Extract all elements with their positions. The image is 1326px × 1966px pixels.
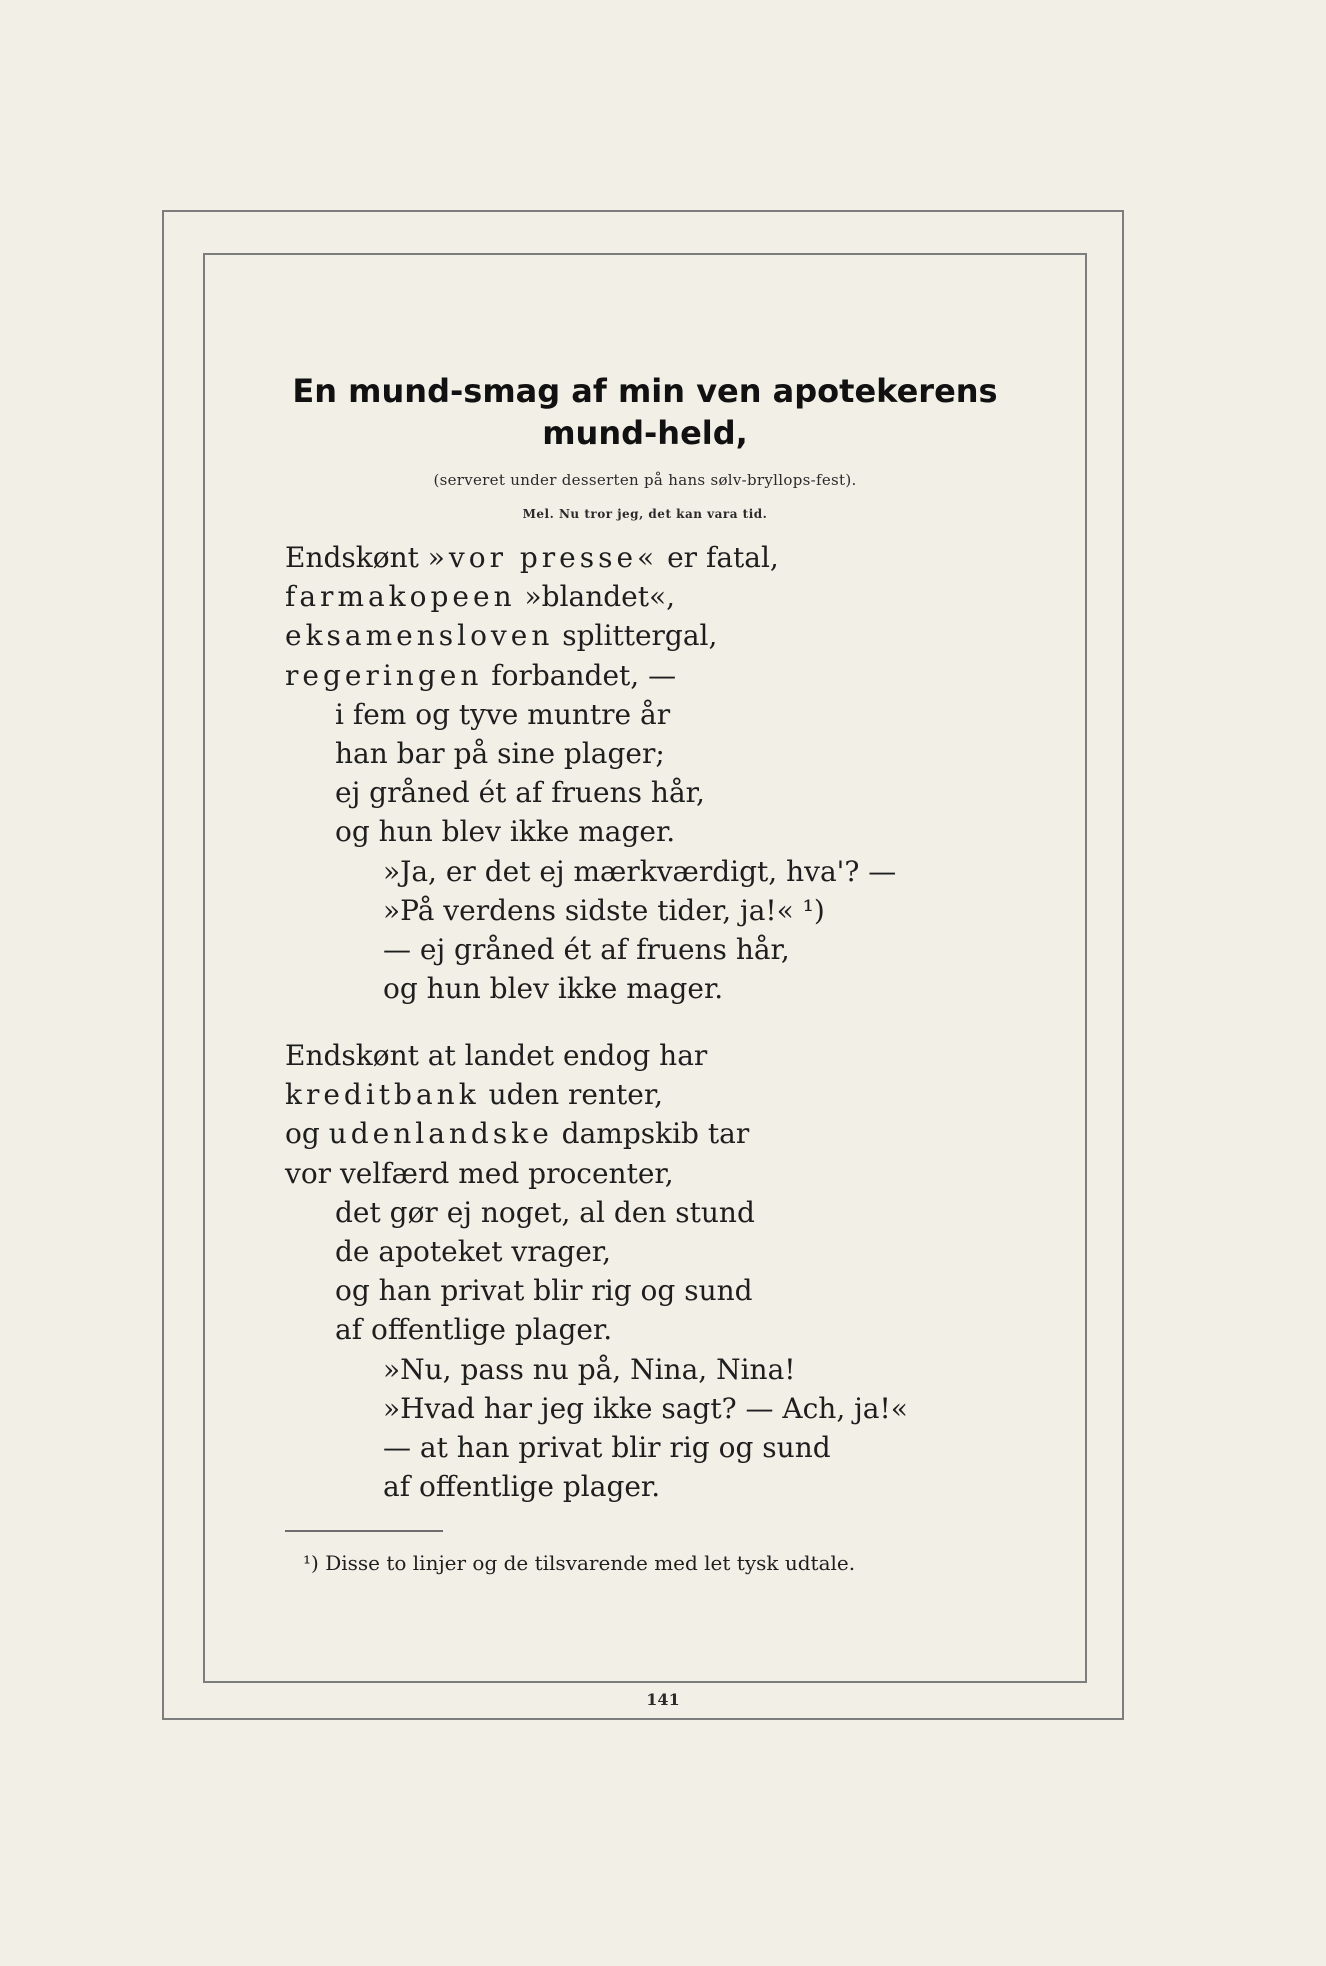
footnote-rule bbox=[285, 1530, 443, 1532]
verse-text: det gør ej noget, al den stund bbox=[335, 1195, 755, 1229]
verse-line bbox=[383, 894, 825, 928]
verse-text: Endskønt at landet endog har bbox=[285, 1039, 708, 1072]
verse-line bbox=[285, 659, 676, 693]
verse-line bbox=[335, 1235, 611, 1269]
verse-line bbox=[335, 1274, 753, 1308]
verse-text: vor velfærd med procenter, bbox=[285, 1156, 674, 1190]
verse-text: »Nu, pass nu på, Nina, Nina! bbox=[383, 1352, 796, 1386]
verse-line bbox=[335, 698, 670, 732]
verse-text: »Ja, er det ej mærkværdigt, hva'? — bbox=[383, 854, 897, 888]
verse-text: af offentlige plager. bbox=[335, 1313, 613, 1347]
verse-text: »blandet«, bbox=[515, 580, 676, 614]
verse-text: i fem og tyve muntre år bbox=[335, 697, 671, 731]
spaced-word: »vor presse« bbox=[427, 541, 659, 574]
verse-line bbox=[383, 1470, 660, 1504]
verse-text: Endskønt bbox=[285, 541, 428, 574]
verse-text: — ej gråned ét af fruens hår, bbox=[383, 933, 790, 966]
verse-line bbox=[383, 1353, 796, 1387]
verse-line bbox=[285, 1117, 749, 1151]
verse-text: — at han privat blir rig og sund bbox=[383, 1431, 831, 1464]
verse-line bbox=[285, 1157, 674, 1191]
poem-title: En mund-smag af min ven apotekerens bbox=[292, 372, 998, 410]
verse-line bbox=[285, 1039, 707, 1073]
footnote-mark: ¹) bbox=[303, 1551, 319, 1575]
verse-text: »Hvad har jeg ikke sagt? — Ach, ja!« bbox=[383, 1391, 908, 1425]
verse-text: er fatal, bbox=[658, 541, 779, 574]
spaced-word: farmakopeen bbox=[285, 580, 516, 614]
verse-text: han bar på sine plager; bbox=[335, 737, 665, 770]
verse-text: de apoteket vrager, bbox=[335, 1235, 611, 1268]
footnote bbox=[303, 1551, 855, 1575]
verse-line bbox=[285, 580, 675, 614]
verse-text: og bbox=[285, 1117, 329, 1151]
verse-text: og hun blev ikke mager. bbox=[335, 815, 676, 849]
verse-line bbox=[335, 815, 675, 849]
page-number: 141 bbox=[646, 1690, 680, 1709]
verse-text: og hun blev ikke mager. bbox=[383, 972, 724, 1006]
verse-line bbox=[383, 855, 896, 889]
verse-text: af offentlige plager. bbox=[383, 1470, 661, 1504]
verse-line bbox=[383, 933, 790, 967]
verse-line bbox=[285, 541, 779, 575]
spaced-word: kreditbank bbox=[285, 1078, 480, 1112]
poem-title-continued: mund-held, bbox=[542, 414, 748, 452]
verse-text: ej gråned ét af fruens hår, bbox=[335, 776, 705, 810]
verse-line bbox=[335, 776, 705, 810]
verse-line bbox=[335, 1196, 755, 1230]
verse-line bbox=[383, 1431, 831, 1465]
inner-frame bbox=[203, 253, 1087, 1683]
verse-line bbox=[383, 1392, 908, 1426]
verse-text: forbandet, — bbox=[482, 658, 677, 692]
verse-text: »På verdens sidste tider, ja!« ¹) bbox=[383, 893, 825, 927]
verse-text: splittergal, bbox=[553, 619, 718, 653]
spaced-word: udenlandske bbox=[328, 1117, 553, 1151]
verse-line bbox=[335, 737, 665, 771]
verse-line bbox=[285, 1078, 663, 1112]
footnote-text: Disse to linjer og de tilsvarende med let tysk udtale. bbox=[325, 1551, 856, 1575]
poem-subtitle: (serveret under desserten på hans sølv-bryllops-fest). bbox=[433, 471, 857, 489]
verse-line bbox=[383, 972, 723, 1006]
verse-text: dampskib tar bbox=[552, 1117, 750, 1151]
verse-text: og han privat blir rig og sund bbox=[335, 1274, 753, 1308]
verse-line bbox=[335, 1313, 612, 1347]
verse-text: uden renter, bbox=[479, 1078, 664, 1112]
spaced-word: eksamensloven bbox=[285, 619, 554, 653]
melody-note: Mel. Nu tror jeg, det kan vara tid. bbox=[522, 507, 768, 521]
verse-line bbox=[285, 619, 717, 653]
spaced-word: regeringen bbox=[285, 658, 483, 692]
